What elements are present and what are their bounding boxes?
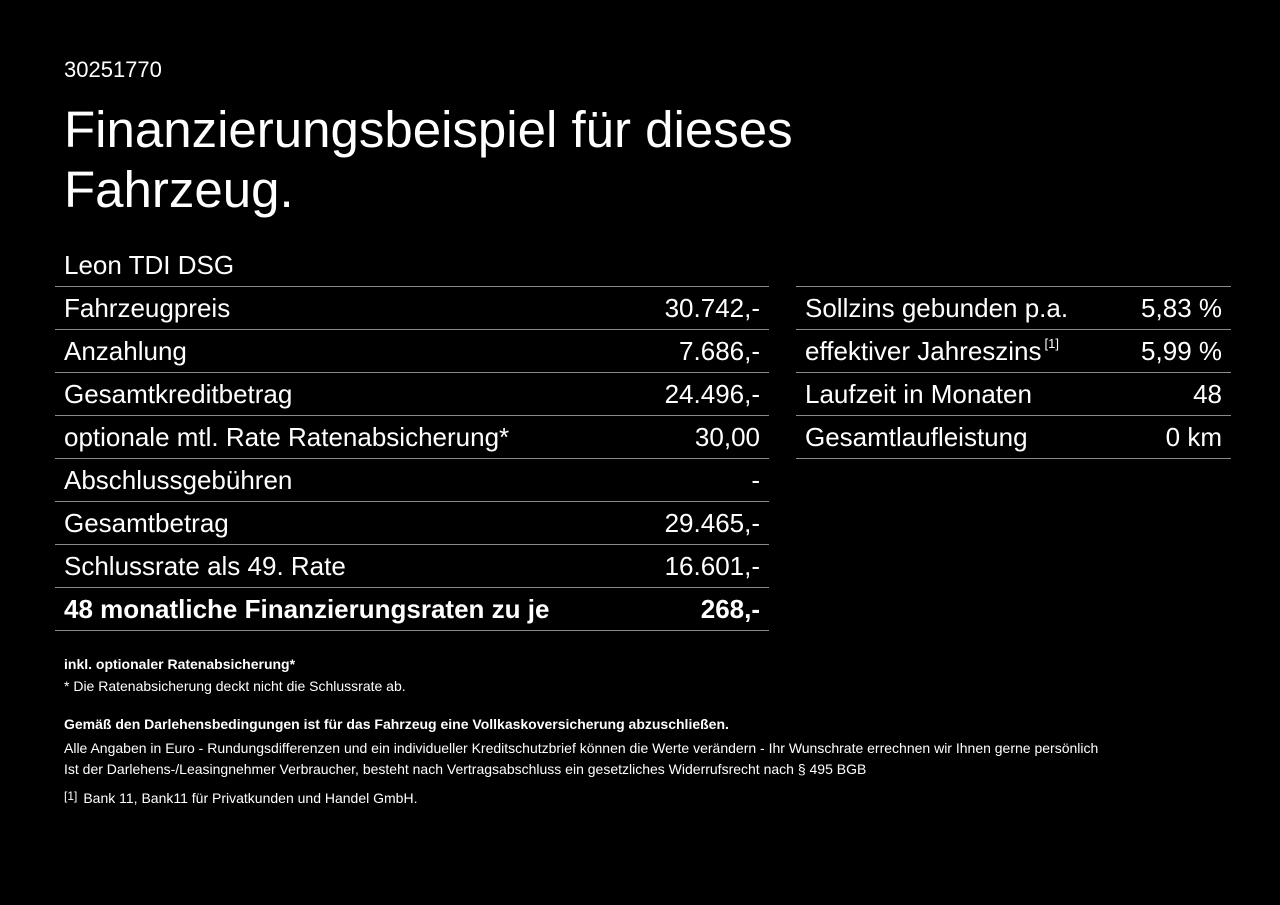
withdrawal-right-note: Ist der Darlehens-/Leasingnehmer Verbraucher, besteht nach Vertragsabschluss ein gesetzliches Widerrufsrecht nach § 495 BGB <box>64 761 867 777</box>
row-label-total-mileage: Gesamtlaufleistung <box>805 421 1028 452</box>
effective-rate-text: effektiver Jahreszins <box>805 335 1042 366</box>
table-row <box>55 373 769 416</box>
insurance-footnote: * Die Ratenabsicherung deckt nicht die Schlussrate ab. <box>64 678 406 694</box>
row-label-effective-rate <box>805 336 1059 367</box>
reference-number: 30251770 <box>64 57 162 82</box>
table-row-monthly-rate <box>55 588 769 631</box>
row-value-vehicle-price: 30.742,- <box>664 292 760 323</box>
row-value-effective-rate: 5,99 % <box>1141 335 1222 366</box>
row-label-monthly-rate: 48 monatliche Finanzierungsraten zu je <box>64 593 550 624</box>
footnote-reference: [1] <box>1044 335 1059 351</box>
table-row <box>55 330 769 373</box>
interest-table <box>796 286 1231 459</box>
legal-notes <box>64 654 1244 808</box>
row-value-total-amount: 29.465,- <box>664 507 760 538</box>
table-row <box>55 459 769 502</box>
table-row <box>796 287 1231 330</box>
table-row <box>55 287 769 330</box>
table-row <box>55 545 769 588</box>
row-label-term-months: Laufzeit in Monaten <box>805 378 1032 409</box>
row-label-payment-insurance: optionale mtl. Rate Ratenabsicherung* <box>64 421 510 452</box>
vehicle-model: Leon TDI DSG <box>64 250 235 280</box>
footnote-text: Bank 11, Bank11 für Privatkunden und Handel GmbH. <box>83 790 418 806</box>
bank-footnote <box>64 786 1244 808</box>
row-value-down-payment: 7.686,- <box>679 335 760 366</box>
table-row <box>796 373 1231 416</box>
row-value-payment-insurance: 30,00 <box>694 421 760 452</box>
row-label-final-rate: Schlussrate als 49. Rate <box>64 550 346 581</box>
row-value-closing-fees: - <box>751 464 760 495</box>
comprehensive-insurance-note: Gemäß den Darlehensbedingungen ist für das Fahrzeug eine Vollkaskoversicherung abzuschließen. <box>64 716 729 732</box>
row-value-final-rate: 16.601,- <box>664 550 760 581</box>
row-value-fixed-interest: 5,83 % <box>1141 292 1222 323</box>
row-label-closing-fees: Abschlussgebühren <box>64 464 293 495</box>
table-row <box>55 502 769 545</box>
row-label-vehicle-price: Fahrzeugpreis <box>64 292 231 323</box>
disclaimer-note: Alle Angaben in Euro - Rundungsdifferenzen und ein individueller Kreditschutzbrief können die Werte verändern - Ihr Wunschrate errechnen wir Ihnen gerne persönlich <box>64 740 1099 756</box>
financing-table <box>55 286 769 631</box>
row-label-total-loan: Gesamtkreditbetrag <box>64 378 293 409</box>
insurance-included-note: inkl. optionaler Ratenabsicherung* <box>64 656 296 672</box>
row-label-fixed-interest: Sollzins gebunden p.a. <box>805 292 1069 323</box>
page-title: Finanzierungsbeispiel für dieses Fahrzeug. <box>64 101 793 218</box>
table-row <box>796 416 1231 459</box>
row-label-total-amount: Gesamtbetrag <box>64 507 229 538</box>
row-value-total-mileage: 0 km <box>1165 421 1222 452</box>
footnote-marker: [1] <box>64 789 78 803</box>
row-value-monthly-rate: 268,- <box>700 593 760 624</box>
row-value-total-loan: 24.496,- <box>664 378 760 409</box>
row-label-down-payment: Anzahlung <box>64 335 187 366</box>
table-row <box>55 416 769 459</box>
row-value-term-months: 48 <box>1193 378 1222 409</box>
table-row <box>796 330 1231 373</box>
